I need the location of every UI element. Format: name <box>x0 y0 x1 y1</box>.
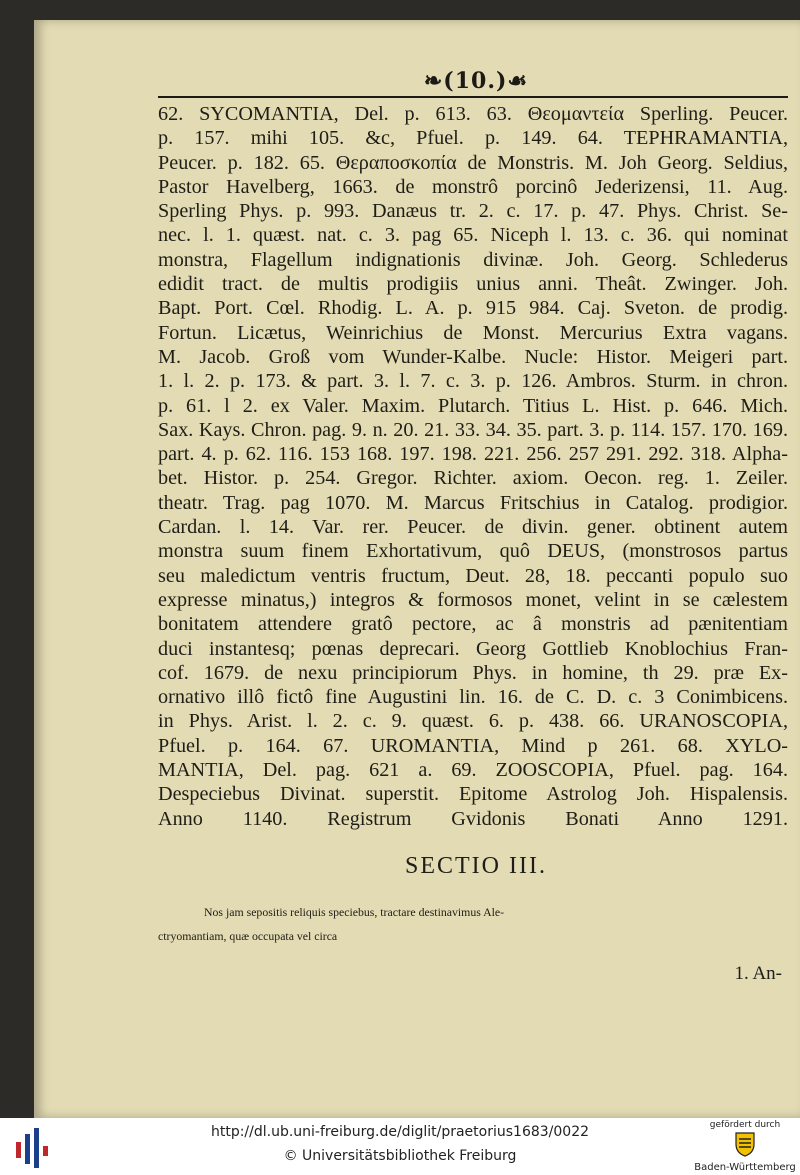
text-block <box>158 102 794 831</box>
paragraph-line: Nos jam sepositis reliquis speciebus, tractare destinavimus Ale- <box>204 904 505 919</box>
ornament-left-icon: ❧ <box>423 68 444 94</box>
text-line: ornativo illô fictô fine Augustini lin. 16. de C. D. c. 3 Conimbicens. <box>158 686 788 709</box>
text-line: edidit tract. de multis prodigiis unius anni. Theât. Zwinger. Joh. <box>158 273 788 296</box>
header-rule <box>158 96 788 98</box>
text-line: cof. 1679. de nexu principiorum Phys. in homine, th 29. præ Ex- <box>158 661 788 684</box>
viewer-footer <box>0 1118 800 1175</box>
text-line: bonitatem attendere gratô pectore, ac â monstris ad pænitentiam <box>158 613 788 636</box>
section-heading: SECTIO III. <box>405 852 547 879</box>
text-line: monstra, Flagellum indignationis divinæ. Joh. Georg. Schlederus <box>158 248 788 271</box>
text-line: part. 4. p. 62. 116. 153 168. 197. 198. 221. 256. 257 291. 292. 318. Alpha- <box>158 443 788 466</box>
text-line: Anno 1140. Registrum Gvidonis Bonati Anno 1291. <box>158 807 788 830</box>
section-paragraph <box>158 900 794 949</box>
page-content <box>158 68 794 985</box>
text-line: 62. SYCOMANTIA, Del. p. 613. 63. Θεομαντεία Sperling. Peucer. <box>158 103 788 125</box>
text-line: 1. l. 2. p. 173. & part. 3. l. 7. c. 3. p. 126. Ambros. Sturm. in chron. <box>158 370 788 393</box>
text-line: duci instantesq; pœnas deprecari. Georg Gottlieb Knoblochius Fran- <box>158 637 788 660</box>
text-line: Cardan. l. 14. Var. rer. Peucer. de divin. gener. obtinent autem <box>158 516 788 539</box>
book-page <box>34 20 800 1118</box>
text-line: in Phys. Arist. l. 2. c. 9. quæst. 6. p. 438. 66. URANOSCOPIA, <box>158 710 788 733</box>
text-line: M. Jacob. Groß vom Wunder-Kalbe. Nucle: Histor. Meigeri part. <box>158 345 788 368</box>
text-line: Bapt. Port. Cœl. Rhodig. L. A. p. 915 984. Caj. Sveton. de prodig. <box>158 297 788 320</box>
text-line: p. 157. mihi 105. &c, Pfuel. p. 149. 64. TEPHRAMANTIA, <box>158 127 788 150</box>
copyright-text: © Universitätsbibliothek Freiburg <box>283 1148 517 1164</box>
text-line: Sax. Kays. Chron. pag. 9. n. 20. 21. 33. 34. 35. part. 3. p. 114. 157. 170. 169. <box>158 418 788 441</box>
text-line: expresse minatus,) integros & formosos monet, velint in se cælestem <box>158 588 788 611</box>
funder-name: Baden-Württemberg <box>694 1162 796 1173</box>
text-line: Peucer. p. 182. 65. Θεραποσκοπία de Monstris. M. Joh Georg. Seldius, <box>158 151 788 174</box>
funder-label: gefördert durch <box>709 1120 781 1130</box>
text-line: monstra suum finem Exhortativum, quô DEUS, (monstrosos partus <box>158 540 788 563</box>
text-line: Pfuel. p. 164. 67. UROMANTIA, Mind p 261. 68. XYLO- <box>158 734 788 757</box>
ornament-right-icon: ☙ <box>507 68 529 94</box>
text-line: Despeciebus Divinat. superstit. Epitome Astrolog Joh. Hispalensis. <box>158 783 788 806</box>
catchword: 1. An- <box>734 962 782 984</box>
text-line: bet. Histor. p. 254. Gregor. Richter. axiom. Oecon. reg. 1. Zeiler. <box>158 467 788 490</box>
page-number: ❧(10.)☙ <box>423 68 529 94</box>
funder-badge <box>690 1120 800 1174</box>
document-url[interactable]: http://dl.ub.uni-freiburg.de/diglit/praetorius1683/0022 <box>210 1124 590 1140</box>
text-line: p. 61. l 2. ex Valer. Maxim. Plutarch. Titius L. Hist. p. 646. Mich. <box>158 394 788 417</box>
text-line: Pastor Havelberg, 1663. de monstrô porcinô Jederizensi, 11. Aug. <box>158 175 788 198</box>
text-line: Sperling Phys. p. 993. Danæus tr. 2. c. 17. p. 47. Phys. Christ. Se- <box>158 200 788 223</box>
paragraph-line: ctryomantiam, quæ occupata vel circa <box>158 929 338 944</box>
text-line: nec. l. 1. quæst. nat. c. 3. pag 65. Niceph l. 13. c. 36. qui nominat <box>158 224 788 247</box>
text-line: seu maledictum ventris fructum, Deut. 28, 18. peccanti populo suo <box>158 564 788 587</box>
baden-wuerttemberg-crest-icon <box>734 1131 756 1157</box>
text-line: theatr. Trag. pag 1070. M. Marcus Fritschius in Catalog. prodigior. <box>158 491 788 514</box>
text-line: MANTIA, Del. pag. 621 a. 69. ZOOSCOPIA, Pfuel. pag. 164. <box>158 759 788 782</box>
text-line: Fortun. Licætus, Weinrichius de Monst. Mercurius Extra vagans. <box>158 321 788 344</box>
